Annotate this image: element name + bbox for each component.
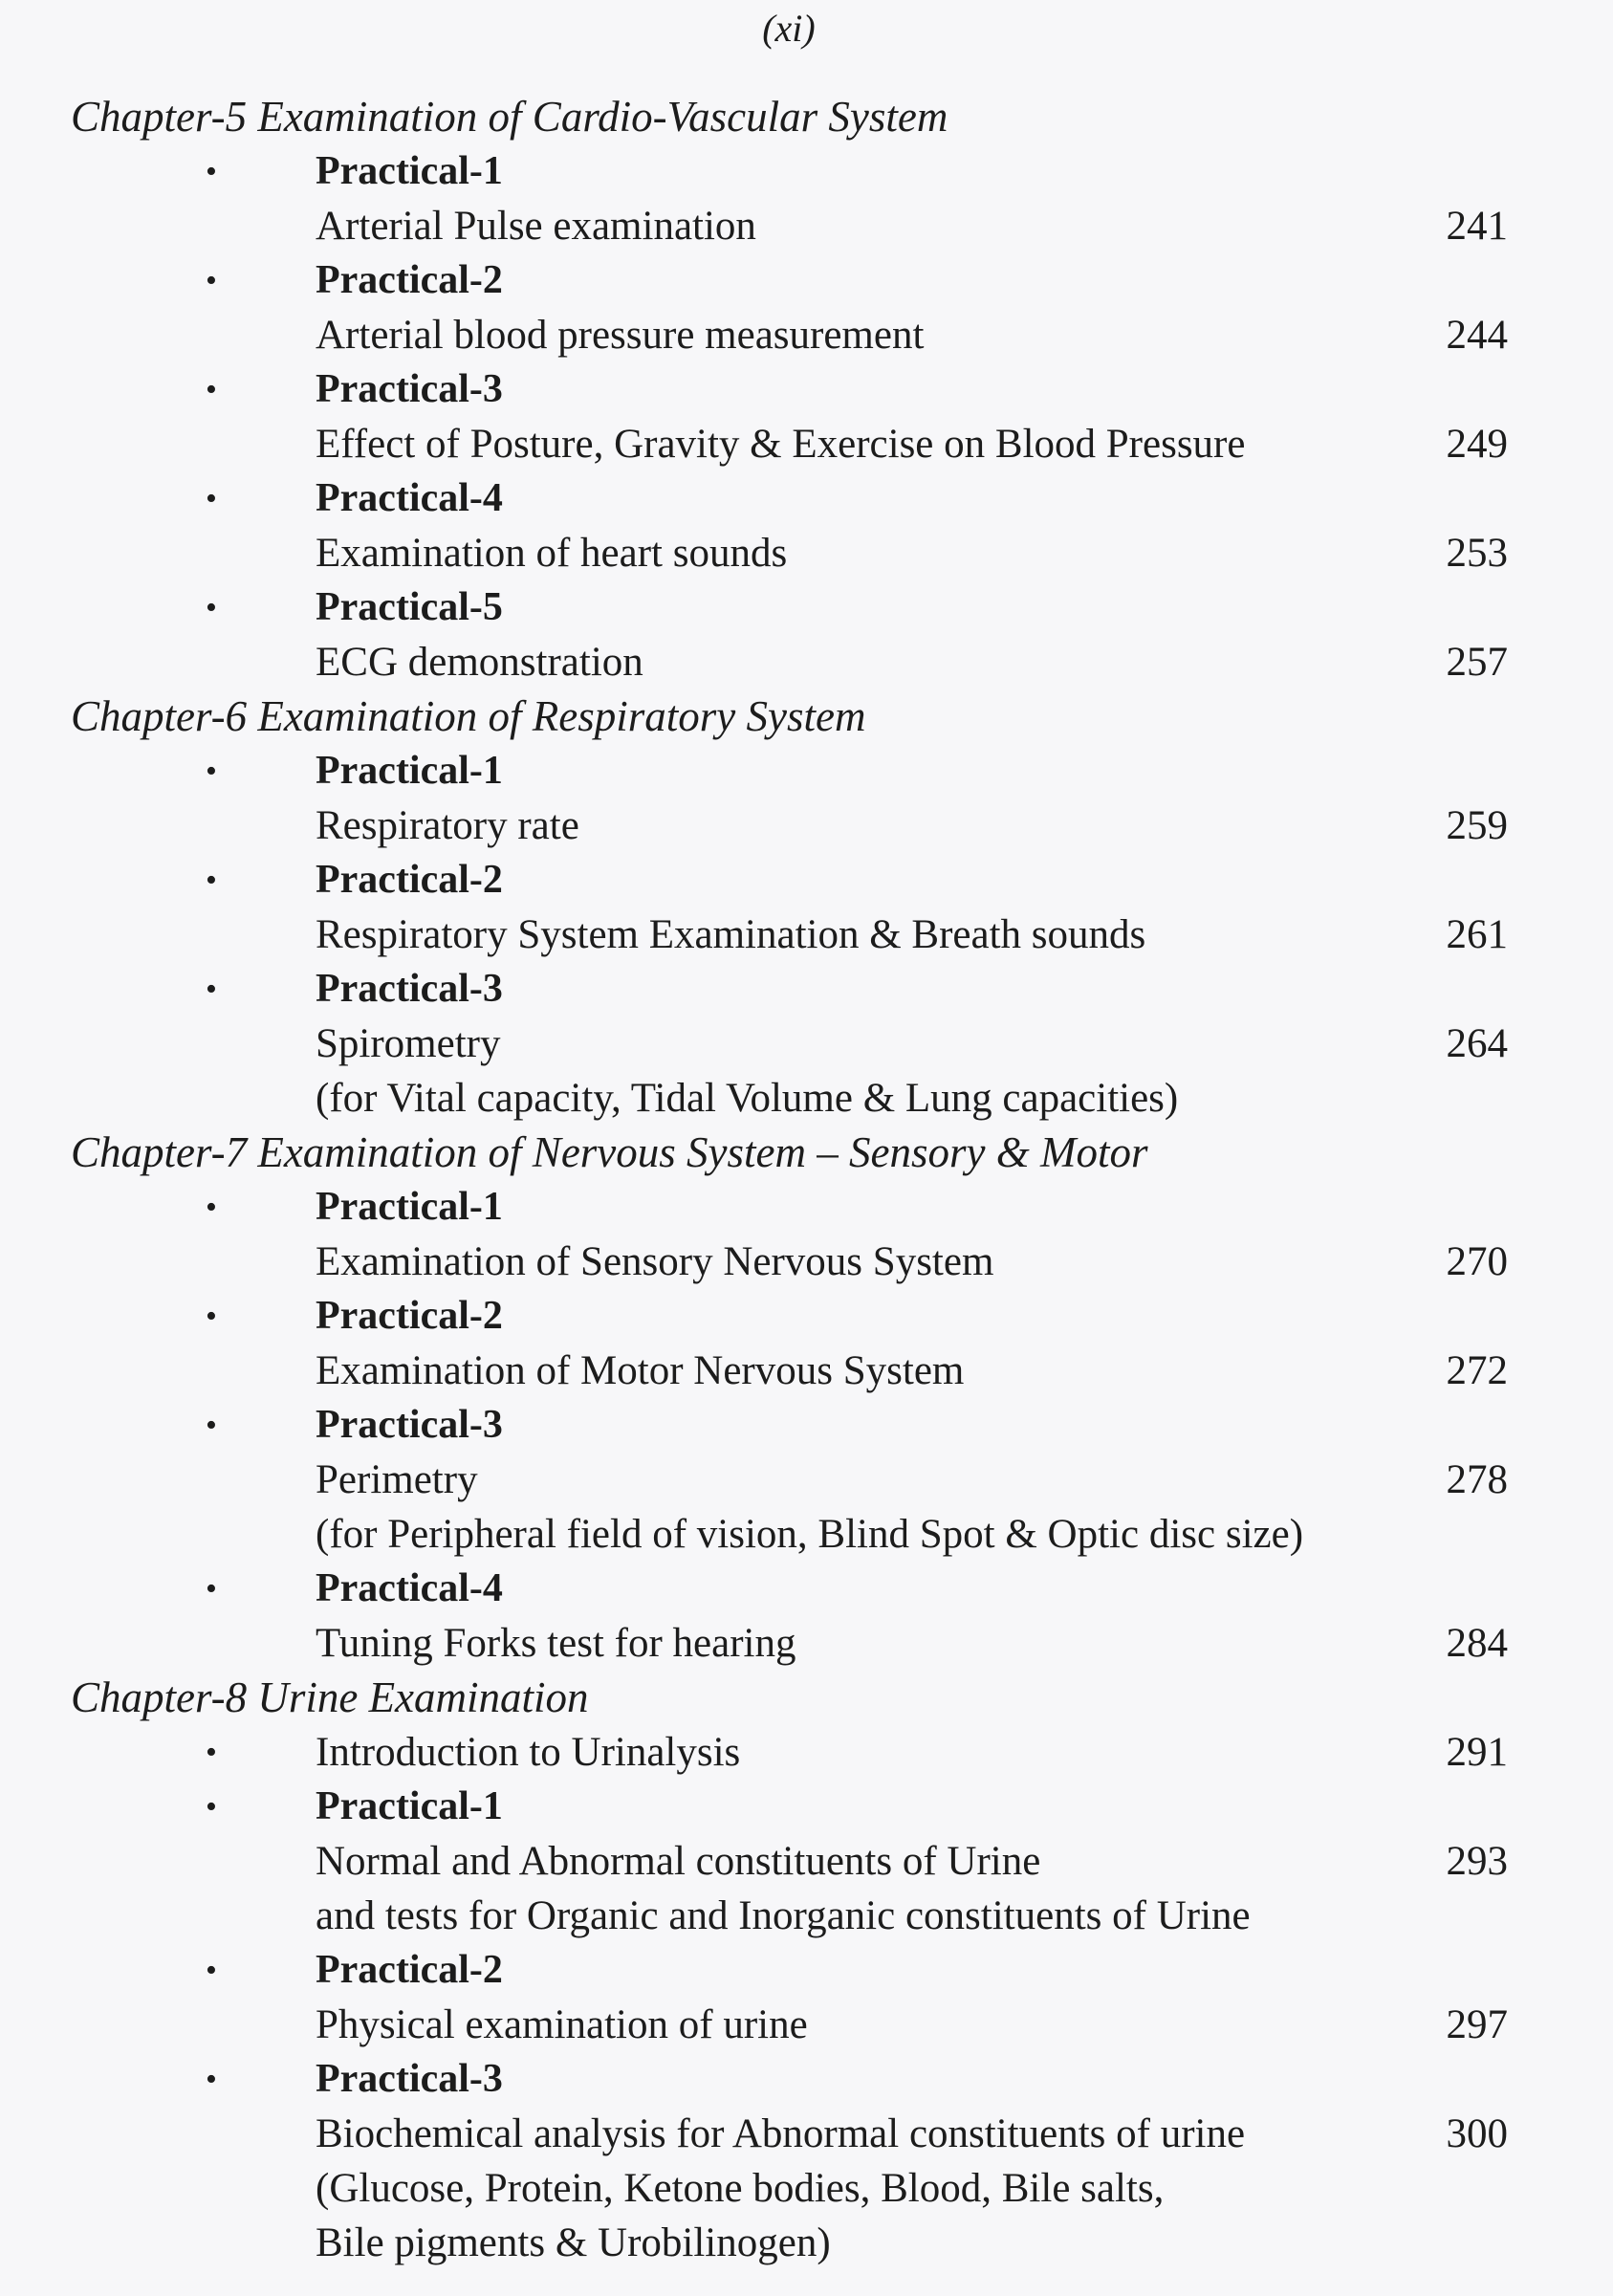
chapter-section xyxy=(0,1671,1613,2270)
entry-title-line: Examination of heart sounds xyxy=(316,531,788,576)
bullet-icon: • xyxy=(206,1789,217,1825)
entry-title-line: Respiratory System Examination & Breath sounds xyxy=(316,912,1146,957)
entry-text xyxy=(316,853,1444,962)
page-reference: 253 xyxy=(1446,531,1508,576)
page-reference: 293 xyxy=(1446,1839,1508,1884)
practical-label: Practical-1 xyxy=(316,1185,503,1229)
entry-text xyxy=(316,1562,1444,1671)
page-reference: 291 xyxy=(1446,1730,1508,1775)
entry-text xyxy=(316,744,1444,853)
page-reference: 278 xyxy=(1446,1457,1508,1502)
entry-text xyxy=(316,1943,1444,2052)
page-reference: 244 xyxy=(1446,313,1508,358)
bullet-icon: • xyxy=(206,154,217,189)
entry-text xyxy=(316,471,1444,580)
toc-entry xyxy=(0,1289,1613,1398)
toc-entry xyxy=(0,471,1613,580)
bullet-icon: • xyxy=(206,263,217,298)
entry-title-line: Biochemical analysis for Abnormal constituents of urine xyxy=(316,2111,1246,2156)
toc-entry xyxy=(0,1180,1613,1289)
toc-entry xyxy=(0,2052,1613,2270)
entry-text xyxy=(316,1398,1444,1562)
entry-text xyxy=(316,962,1444,1126)
toc-entry xyxy=(0,744,1613,853)
chapter-section xyxy=(0,689,1613,1126)
entry-title-line: Arterial blood pressure measurement xyxy=(316,313,925,358)
entry-text xyxy=(316,362,1444,471)
page-reference: 270 xyxy=(1446,1239,1508,1284)
toc-entry xyxy=(0,1780,1613,1943)
bullet-icon: • xyxy=(206,1190,217,1225)
page-reference: 257 xyxy=(1446,640,1508,685)
toc-entry xyxy=(0,1943,1613,2052)
page-reference: 297 xyxy=(1446,2002,1508,2047)
page-reference: 241 xyxy=(1446,204,1508,249)
page-reference: 264 xyxy=(1446,1021,1508,1066)
chapter-heading: Chapter-6 Examination of Respiratory System xyxy=(71,692,866,740)
toc-entry xyxy=(0,1562,1613,1671)
page-reference: 300 xyxy=(1446,2111,1508,2156)
practical-label: Practical-4 xyxy=(316,476,503,520)
bullet-icon: • xyxy=(206,372,217,407)
toc-entry xyxy=(0,144,1613,253)
entry-title-line: Effect of Posture, Gravity & Exercise on Blood Pressure xyxy=(316,422,1246,467)
bullet-icon: • xyxy=(206,1299,217,1334)
entry-title-line: Respiratory rate xyxy=(316,803,579,848)
entry-text xyxy=(316,580,1444,689)
practical-label: Practical-5 xyxy=(316,585,503,629)
entry-title-line: Arterial Pulse examination xyxy=(316,204,756,249)
entry-text xyxy=(316,253,1444,362)
bullet-icon: • xyxy=(206,863,217,898)
bullet-icon: • xyxy=(206,1735,217,1770)
entry-title-line: Normal and Abnormal constituents of Urine xyxy=(316,1839,1041,1884)
chapter-heading: Chapter-7 Examination of Nervous System – Sensory & Motor xyxy=(71,1128,1148,1176)
chapter-section xyxy=(0,1126,1613,1671)
practical-label: Practical-2 xyxy=(316,258,503,302)
page-reference: 284 xyxy=(1446,1621,1508,1666)
practical-label: Practical-3 xyxy=(316,967,503,1011)
toc-entry xyxy=(0,853,1613,962)
page-reference: 249 xyxy=(1446,422,1508,467)
entry-title-line: Tuning Forks test for hearing xyxy=(316,1621,796,1666)
practical-label: Practical-1 xyxy=(316,149,503,193)
chapter-section xyxy=(0,90,1613,689)
page-reference: 259 xyxy=(1446,803,1508,848)
entry-text xyxy=(316,1725,1444,1780)
entry-text xyxy=(316,2052,1444,2270)
practical-label: Practical-1 xyxy=(316,1784,503,1828)
bullet-icon: • xyxy=(206,1953,217,1988)
page-reference: 272 xyxy=(1446,1348,1508,1393)
entry-title-line: (Glucose, Protein, Ketone bodies, Blood, Bile salts, xyxy=(316,2166,1165,2211)
bullet-icon: • xyxy=(206,1571,217,1607)
toc-entry xyxy=(0,253,1613,362)
bullet-icon: • xyxy=(206,754,217,789)
page-number: (xi) xyxy=(762,7,816,50)
entry-title-line: and tests for Organic and Inorganic constituents of Urine xyxy=(316,1893,1251,1938)
entry-title-line: Spirometry xyxy=(316,1021,501,1066)
page-reference: 261 xyxy=(1446,912,1508,957)
entry-text xyxy=(316,144,1444,253)
practical-label: Practical-2 xyxy=(316,1294,503,1338)
toc-entry xyxy=(0,580,1613,689)
bullet-icon: • xyxy=(206,1408,217,1443)
entry-title-line: (for Vital capacity, Tidal Volume & Lung capacities) xyxy=(316,1076,1179,1121)
toc-entry xyxy=(0,1398,1613,1562)
entry-title-line: Introduction to Urinalysis xyxy=(316,1730,741,1775)
bullet-icon: • xyxy=(206,972,217,1007)
entry-title-line: Examination of Motor Nervous System xyxy=(316,1348,965,1393)
entry-title-line: (for Peripheral field of vision, Blind Spot & Optic disc size) xyxy=(316,1512,1304,1557)
entry-text xyxy=(316,1180,1444,1289)
toc-entry xyxy=(0,1725,1613,1780)
bullet-icon: • xyxy=(206,2062,217,2097)
entry-text xyxy=(316,1780,1444,1943)
entry-title-line: ECG demonstration xyxy=(316,640,643,685)
practical-label: Practical-2 xyxy=(316,858,503,902)
toc-entry xyxy=(0,962,1613,1126)
practical-label: Practical-3 xyxy=(316,367,503,411)
practical-label: Practical-2 xyxy=(316,1948,503,1992)
bullet-icon: • xyxy=(206,481,217,516)
entry-title-line: Examination of Sensory Nervous System xyxy=(316,1239,994,1284)
chapter-heading: Chapter-5 Examination of Cardio-Vascular System xyxy=(71,93,948,141)
practical-label: Practical-3 xyxy=(316,1403,503,1447)
bullet-icon: • xyxy=(206,590,217,625)
entry-title-line: Physical examination of urine xyxy=(316,2002,808,2047)
toc-entry xyxy=(0,362,1613,471)
entry-title-line: Perimetry xyxy=(316,1457,478,1502)
chapter-heading: Chapter-8 Urine Examination xyxy=(71,1673,589,1721)
practical-label: Practical-4 xyxy=(316,1566,503,1610)
table-of-contents xyxy=(0,90,1613,2270)
entry-text xyxy=(316,1289,1444,1398)
entry-title-line: Bile pigments & Urobilinogen) xyxy=(316,2220,831,2265)
practical-label: Practical-3 xyxy=(316,2057,503,2101)
practical-label: Practical-1 xyxy=(316,749,503,793)
